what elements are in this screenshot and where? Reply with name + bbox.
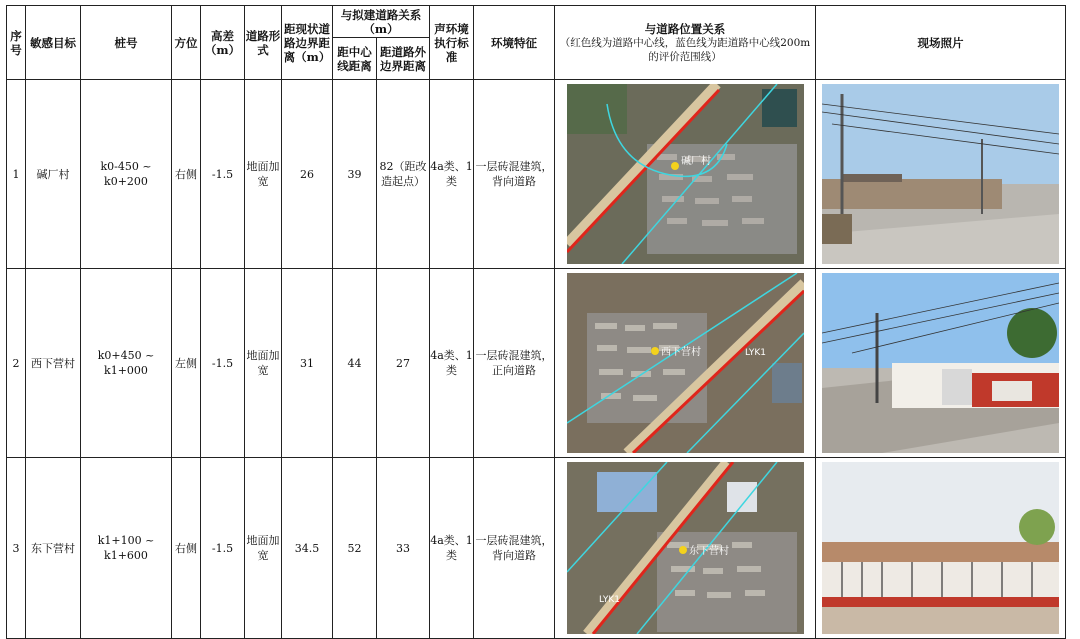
cell-map (555, 80, 816, 269)
site-photo-image (822, 84, 1059, 264)
cell-seq: 2 (7, 269, 26, 458)
cell-direction: 右侧 (172, 80, 201, 269)
header-dist-existing: 距现状道路边界距离（m） (282, 6, 333, 80)
cell-dist-outer: 27 (377, 269, 430, 458)
table-row (7, 458, 1066, 639)
cell-photo (816, 458, 1066, 639)
header-target: 敏感目标 (26, 6, 81, 80)
cell-target: 碱厂村 (26, 80, 81, 269)
cell-station: k0+450 ~ k1+000 (81, 269, 172, 458)
cell-station: k1+100 ~ k1+600 (81, 458, 172, 639)
cell-road-form: 地面加宽 (245, 458, 282, 639)
cell-dist-outer: 33 (377, 458, 430, 639)
cell-dist-outer: 82（距改造起点） (377, 80, 430, 269)
sensitive-targets-table (6, 5, 1066, 639)
cell-road-form: 地面加宽 (245, 80, 282, 269)
header-env-feature: 环境特征 (474, 6, 555, 80)
cell-photo (816, 80, 1066, 269)
table-row (7, 269, 1066, 458)
cell-photo (816, 269, 1066, 458)
cell-dist-center: 44 (333, 269, 377, 458)
header-position-title: 与道路位置关系 (644, 21, 726, 36)
cell-dist-center: 52 (333, 458, 377, 639)
site-photo-image (822, 273, 1059, 453)
satellite-map-image (567, 84, 804, 264)
satellite-map-image (567, 273, 804, 453)
cell-road-form: 地面加宽 (245, 269, 282, 458)
header-elev-diff: 高差（m） (201, 6, 245, 80)
table-row (7, 80, 1066, 269)
cell-env-feature: 一层砖混建筑，背向道路 (474, 80, 555, 269)
map-road-label: LYK1 (744, 348, 766, 358)
cell-env-feature: 一层砖混建筑，背向道路 (474, 458, 555, 639)
header-seq: 序号 (7, 6, 26, 80)
map-village-label: 碱厂村 (680, 156, 711, 167)
header-road-form: 道路形式 (245, 6, 282, 80)
cell-seq: 1 (7, 80, 26, 269)
header-relation-group: 与拟建道路关系（m） (333, 6, 430, 38)
satellite-map-image (567, 462, 804, 634)
site-photo-image (822, 462, 1059, 634)
cell-dist-existing: 31 (282, 269, 333, 458)
cell-noise-std: 4a类、1类 (430, 269, 474, 458)
cell-elev-diff: -1.5 (201, 458, 245, 639)
header-position-note: （红色线为道路中心线，蓝色线为距道路中心线200m 的评价范围线） (559, 36, 811, 63)
cell-target: 东下营村 (26, 458, 81, 639)
cell-elev-diff: -1.5 (201, 80, 245, 269)
cell-noise-std: 4a类、1类 (430, 458, 474, 639)
location-pin-icon (679, 546, 687, 554)
cell-seq: 3 (7, 458, 26, 639)
map-village-label: 东下营村 (688, 546, 729, 557)
cell-noise-std: 4a类、1类 (430, 80, 474, 269)
cell-env-feature: 一层砖混建筑，正向道路 (474, 269, 555, 458)
cell-dist-existing: 34.5 (282, 458, 333, 639)
header-photo: 现场照片 (816, 6, 1066, 80)
header-position (555, 6, 816, 80)
header-noise-std: 声环境执行标准 (430, 6, 474, 80)
cell-map (555, 269, 816, 458)
map-road-label: LYK1 (598, 595, 620, 605)
cell-map (555, 458, 816, 639)
location-pin-icon (651, 347, 659, 355)
header-direction: 方位 (172, 6, 201, 80)
map-village-label: 西下营村 (660, 347, 701, 358)
header-dist-outer: 距道路外边界距离 (377, 38, 430, 80)
cell-target: 西下营村 (26, 269, 81, 458)
cell-dist-center: 39 (333, 80, 377, 269)
cell-direction: 左侧 (172, 269, 201, 458)
header-station: 桩号 (81, 6, 172, 80)
location-pin-icon (671, 162, 679, 170)
header-dist-center: 距中心线距离 (333, 38, 377, 80)
cell-elev-diff: -1.5 (201, 269, 245, 458)
cell-direction: 右侧 (172, 458, 201, 639)
cell-station: k0-450 ~ k0+200 (81, 80, 172, 269)
cell-dist-existing: 26 (282, 80, 333, 269)
